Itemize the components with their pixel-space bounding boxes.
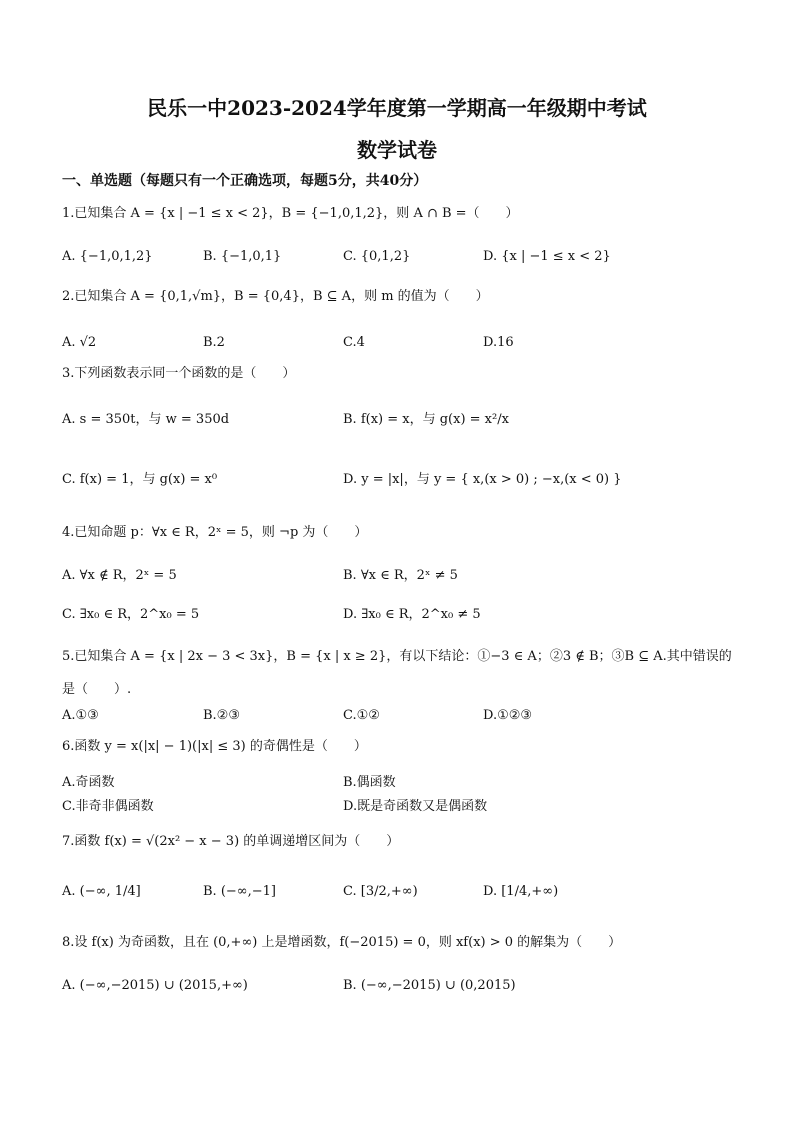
- q8-option-a: A. (−∞,−2015) ∪ (2015,+∞): [62, 978, 248, 993]
- question-7-stem: 7.函数 f(x) = √(2x² − x − 3) 的单调递增区间为（ ）: [62, 834, 400, 849]
- q5-option-c: C.①②: [343, 708, 380, 723]
- question-8-stem: 8.设 f(x) 为奇函数，且在 (0,+∞) 上是增函数，f(−2015) = 0，则 xf(x) > 0 的解集为（ ）: [62, 935, 622, 950]
- q5-option-b: B.②③: [203, 708, 240, 723]
- question-6-stem: 6.函数 y = x(|x| − 1)(|x| ≤ 3) 的奇偶性是（ ）: [62, 739, 367, 754]
- q1-option-d: D. {x | −1 ≤ x < 2}: [483, 249, 611, 264]
- q2-option-c: C.4: [343, 335, 365, 350]
- q7-option-a: A. (−∞, 1/4]: [62, 884, 141, 899]
- q5-option-d: D.①②③: [483, 708, 533, 723]
- q7-option-c: C. [3/2,+∞): [343, 884, 418, 899]
- q8-option-b: B. (−∞,−2015) ∪ (0,2015): [343, 978, 516, 993]
- q1-option-b: B. {−1,0,1}: [203, 249, 282, 264]
- q2-option-b: B.2: [203, 335, 225, 350]
- q7-option-d: D. [1/4,+∞): [483, 884, 559, 899]
- exam-title: 民乐一中2023-2024学年度第一学期高一年级期中考试: [147, 96, 647, 120]
- exam-subtitle: 数学试卷: [357, 138, 437, 162]
- q4-option-d: D. ∃x₀ ∈ R，2^x₀ ≠ 5: [343, 607, 481, 622]
- question-4-stem: 4.已知命题 p：∀x ∈ R，2ˣ = 5，则 ¬p 为（ ）: [62, 525, 368, 540]
- q3-option-b: B. f(x) = x，与 g(x) = x²/x: [343, 412, 509, 427]
- q6-option-d: D.既是奇函数又是偶函数: [343, 799, 488, 814]
- question-5-stem-continued: 是（ ）.: [62, 682, 132, 697]
- q3-option-c: C. f(x) = 1，与 g(x) = x⁰: [62, 472, 218, 487]
- q6-option-c: C.非奇非偶函数: [62, 799, 154, 814]
- q1-option-c: C. {0,1,2}: [343, 249, 411, 264]
- section-heading: 一、单选题（每题只有一个正确选项，每题5分，共40分）: [62, 173, 428, 189]
- q1-option-a: A. {−1,0,1,2}: [62, 249, 153, 264]
- question-5-stem: 5.已知集合 A = {x | 2x − 3 < 3x}，B = {x | x ≥ 2}，有以下结论：①−3 ∈ A；②3 ∉ B；③B ⊆ A.其中错误的: [62, 649, 732, 664]
- question-1-stem: 1.已知集合 A = {x | −1 ≤ x < 2}，B = {−1,0,1,2}，则 A ∩ B =（ ）: [62, 206, 519, 221]
- q5-option-a: A.①③: [62, 708, 99, 723]
- q4-option-c: C. ∃x₀ ∈ R，2^x₀ = 5: [62, 607, 200, 622]
- q6-option-b: B.偶函数: [343, 775, 396, 790]
- q2-option-d: D.16: [483, 335, 514, 350]
- q3-option-a: A. s = 350t，与 w = 350d: [62, 412, 230, 427]
- q3-option-d: D. y = |x|，与 y = { x,(x > 0) ; −x,(x < 0) }: [343, 472, 622, 487]
- q4-option-a: A. ∀x ∉ R，2ˣ = 5: [62, 568, 177, 583]
- q6-option-a: A.奇函数: [62, 775, 115, 790]
- question-2-stem: 2.已知集合 A = {0,1,√m}，B = {0,4}，B ⊆ A，则 m 的值为（ ）: [62, 289, 489, 304]
- q7-option-b: B. (−∞,−1]: [203, 884, 276, 899]
- q2-option-a: A. √2: [62, 335, 97, 350]
- question-3-stem: 3.下列函数表示同一个函数的是（ ）: [62, 366, 296, 381]
- q4-option-b: B. ∀x ∈ R，2ˣ ≠ 5: [343, 568, 458, 583]
